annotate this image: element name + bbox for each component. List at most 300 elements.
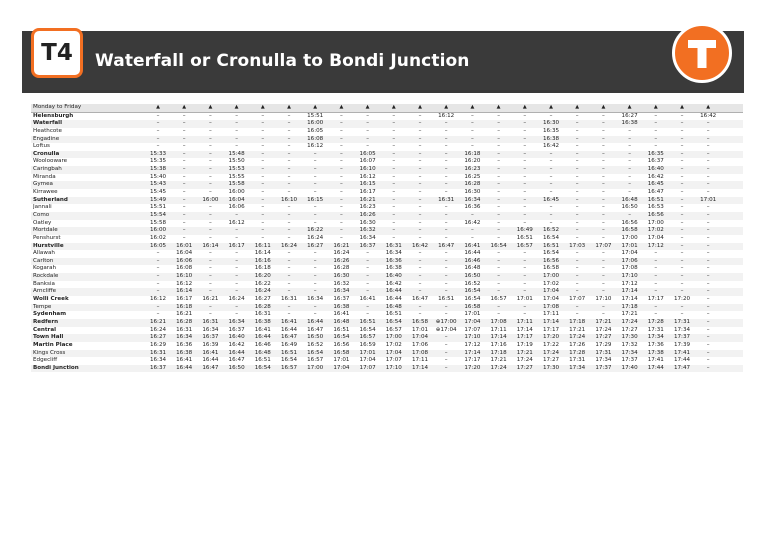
- time-cell: 16:34: [228, 318, 245, 325]
- time-cell: –: [680, 196, 684, 203]
- time-cell: –: [706, 318, 710, 325]
- timetable-row: [31, 296, 743, 304]
- time-cell: –: [628, 150, 631, 157]
- time-cell: –: [418, 227, 422, 234]
- time-cell: –: [366, 127, 369, 134]
- time-cell: 16:27: [307, 242, 324, 249]
- time-cell: –: [575, 227, 579, 234]
- time-cell: –: [208, 127, 212, 134]
- column-marker: ▲: [208, 104, 213, 110]
- time-cell: –: [156, 311, 160, 318]
- time-cell: –: [444, 273, 448, 280]
- time-cell: 17:17: [647, 296, 664, 303]
- time-cell: 17:29: [595, 341, 612, 348]
- time-cell: –: [575, 204, 579, 211]
- time-cell: –: [470, 211, 474, 218]
- timetable-row: [31, 235, 743, 243]
- time-cell: –: [261, 181, 265, 188]
- time-cell: –: [523, 143, 527, 150]
- time-cell: 16:47: [280, 334, 298, 341]
- time-cell: –: [470, 112, 474, 119]
- time-cell: 17:03: [569, 242, 586, 249]
- time-cell: –: [470, 234, 474, 241]
- time-cell: 17:04: [385, 349, 402, 356]
- time-cell: –: [156, 135, 160, 142]
- time-cell: 16:54: [542, 250, 560, 257]
- time-cell: 16:31: [176, 326, 193, 333]
- time-cell: –: [366, 143, 369, 150]
- time-cell: –: [706, 364, 710, 371]
- time-cell: –: [680, 112, 684, 119]
- time-cell: 16:28: [254, 303, 271, 310]
- time-cell: –: [444, 303, 448, 310]
- time-cell: –: [523, 219, 527, 226]
- time-cell: 16:24: [333, 250, 350, 257]
- timetable-row: [31, 212, 743, 220]
- time-cell: –: [235, 234, 238, 241]
- time-cell: 17:02: [542, 280, 560, 287]
- column-marker: ▲: [601, 104, 606, 110]
- time-cell: –: [261, 234, 265, 241]
- time-cell: –: [706, 158, 710, 165]
- time-cell: 16:23: [464, 166, 481, 173]
- time-cell: –: [680, 311, 684, 318]
- timetable-row: [31, 288, 743, 296]
- time-cell: 17:26: [569, 341, 586, 348]
- time-cell: –: [208, 303, 212, 310]
- time-cell: 17:16: [490, 341, 507, 348]
- time-cell: –: [418, 219, 422, 226]
- time-cell: –: [628, 158, 631, 165]
- time-cell: 17:37: [673, 334, 691, 341]
- time-cell: 16:15: [307, 196, 324, 203]
- time-cell: 16:41: [176, 357, 193, 364]
- time-cell: 15:54: [149, 211, 167, 218]
- time-cell: –: [261, 150, 265, 157]
- time-cell: –: [313, 189, 317, 196]
- time-cell: –: [680, 234, 684, 241]
- time-cell: 16:44: [385, 288, 402, 295]
- column-marker: ▲: [313, 104, 318, 110]
- time-cell: –: [470, 135, 474, 142]
- time-cell: –: [208, 273, 212, 280]
- time-cell: 16:21: [333, 242, 350, 249]
- time-cell: 16:48: [254, 349, 271, 356]
- time-cell: –: [418, 166, 422, 173]
- time-cell: 16:17: [228, 242, 245, 249]
- time-cell: –: [261, 189, 265, 196]
- time-cell: 16:35: [542, 127, 560, 134]
- time-cell: –: [261, 196, 265, 203]
- time-cell: 16:57: [490, 296, 507, 303]
- time-cell: 17:04: [647, 234, 664, 241]
- time-cell: 16:23: [359, 204, 376, 211]
- stop-name: Waterfall: [33, 120, 63, 127]
- time-cell: –: [601, 288, 605, 295]
- stop-name: Kogarah: [33, 265, 57, 272]
- time-cell: –: [182, 143, 186, 150]
- time-cell: –: [575, 112, 579, 119]
- time-cell: –: [444, 341, 448, 348]
- time-cell: 16:06: [228, 204, 245, 211]
- time-cell: –: [444, 288, 448, 295]
- time-cell: –: [523, 166, 527, 173]
- time-cell: 16:22: [254, 280, 271, 287]
- time-cell: –: [313, 250, 317, 257]
- time-cell: –: [182, 150, 186, 157]
- column-marker: ▲: [653, 104, 658, 110]
- time-cell: –: [156, 112, 160, 119]
- time-cell: –: [497, 273, 500, 280]
- time-cell: –: [444, 127, 448, 134]
- time-cell: 17:18: [621, 303, 638, 310]
- time-cell: –: [235, 227, 238, 234]
- time-cell: 15:50: [228, 158, 245, 165]
- time-cell: –: [392, 234, 396, 241]
- time-cell: 17:20: [464, 364, 481, 371]
- time-cell: 17:18: [490, 349, 507, 356]
- time-cell: –: [418, 250, 422, 257]
- time-cell: –: [339, 204, 343, 211]
- time-cell: 16:54: [333, 334, 350, 341]
- time-cell: 16:42: [228, 341, 245, 348]
- time-cell: –: [575, 135, 579, 142]
- timetable-row: [31, 189, 743, 197]
- time-cell: 17:17: [516, 334, 533, 341]
- time-cell: –: [549, 158, 553, 165]
- time-cell: 17:07: [359, 364, 376, 371]
- time-cell: 16:44: [176, 364, 193, 371]
- time-cell: –: [575, 143, 579, 150]
- stop-name: Allawah: [33, 250, 55, 257]
- time-cell: –: [418, 257, 422, 264]
- timetable-row: [31, 120, 743, 128]
- time-cell: –: [575, 303, 579, 310]
- time-cell: 16:31: [149, 349, 167, 356]
- time-cell: –: [706, 173, 710, 180]
- time-cell: –: [497, 311, 500, 318]
- time-cell: 17:41: [647, 357, 664, 364]
- time-cell: –: [497, 288, 500, 295]
- time-cell: 16:41: [202, 349, 219, 356]
- time-cell: –: [392, 112, 396, 119]
- time-cell: 16:01: [176, 242, 193, 249]
- time-cell: –: [444, 364, 448, 371]
- time-cell: –: [339, 196, 343, 203]
- time-cell: 17:39: [673, 341, 691, 348]
- time-cell: –: [680, 288, 684, 295]
- time-cell: –: [392, 135, 396, 142]
- time-cell: –: [680, 189, 684, 196]
- time-cell: –: [654, 112, 658, 119]
- time-cell: –: [706, 120, 710, 127]
- stop-name: Jannali: [33, 204, 52, 211]
- time-cell: –: [523, 280, 527, 287]
- column-marker: ▲: [575, 104, 580, 110]
- time-cell: 17:31: [595, 349, 612, 356]
- time-cell: –: [444, 311, 448, 318]
- time-cell: –: [470, 120, 474, 127]
- time-cell: –: [418, 204, 422, 211]
- time-cell: –: [235, 273, 238, 280]
- time-cell: –: [628, 166, 631, 173]
- time-cell: 17:44: [647, 364, 664, 371]
- time-cell: 16:24: [307, 234, 324, 241]
- time-cell: 16:05: [307, 127, 324, 134]
- time-cell: –: [287, 127, 291, 134]
- time-cell: 17:36: [647, 341, 664, 348]
- time-cell: 16:27: [621, 112, 638, 119]
- time-cell: –: [235, 135, 238, 142]
- time-cell: –: [208, 265, 212, 272]
- time-cell: –: [339, 227, 343, 234]
- time-cell: 17:34: [647, 334, 664, 341]
- time-cell: 17:38: [647, 349, 664, 356]
- time-cell: 16:36: [385, 257, 402, 264]
- column-marker: ▲: [156, 104, 160, 110]
- timetable-row: [31, 227, 743, 235]
- time-cell: 16:20: [464, 158, 481, 165]
- time-cell: –: [497, 181, 500, 188]
- time-cell: –: [444, 143, 448, 150]
- time-cell: –: [418, 173, 422, 180]
- time-cell: –: [654, 288, 658, 295]
- column-marker: ▲: [287, 104, 291, 110]
- time-cell: 16:25: [464, 173, 481, 180]
- time-cell: –: [444, 257, 448, 264]
- time-cell: 16:45: [542, 196, 560, 203]
- time-cell: –: [261, 227, 265, 234]
- time-cell: 17:47: [673, 364, 691, 371]
- stop-name: Helensburgh: [33, 112, 74, 119]
- stop-name: Sutherland: [33, 196, 68, 203]
- time-cell: –: [497, 219, 500, 226]
- time-cell: 17:34: [621, 349, 638, 356]
- time-cell: –: [182, 219, 186, 226]
- stop-name: Rockdale: [33, 273, 59, 280]
- time-cell: –: [313, 173, 317, 180]
- time-cell: 16:30: [359, 219, 376, 226]
- timetable-row: [31, 334, 743, 342]
- time-cell: 17:40: [621, 364, 638, 371]
- time-cell: 17:10: [595, 296, 612, 303]
- time-cell: 16:44: [307, 318, 324, 325]
- time-cell: 16:57: [307, 357, 324, 364]
- time-cell: –: [208, 143, 212, 150]
- time-cell: 16:24: [149, 326, 167, 333]
- time-cell: –: [313, 219, 317, 226]
- time-cell: –: [706, 296, 710, 303]
- time-cell: –: [287, 150, 291, 157]
- time-cell: –: [523, 311, 527, 318]
- time-cell: 17:14: [542, 318, 560, 325]
- time-cell: –: [208, 219, 212, 226]
- time-cell: –: [313, 265, 317, 272]
- time-cell: –: [261, 158, 265, 165]
- timetable-row: [31, 136, 743, 144]
- time-cell: 17:01: [516, 296, 533, 303]
- time-cell: –: [366, 257, 369, 264]
- time-cell: 16:51: [647, 196, 664, 203]
- column-marker: ▲: [365, 104, 370, 110]
- time-cell: –: [706, 127, 710, 134]
- time-cell: –: [601, 265, 605, 272]
- time-cell: –: [654, 303, 658, 310]
- time-cell: 17:01: [700, 196, 717, 203]
- time-cell: –: [523, 189, 527, 196]
- time-cell: –: [497, 265, 500, 272]
- time-cell: 17:14: [621, 288, 638, 295]
- time-cell: 16:34: [359, 234, 376, 241]
- time-cell: 16:12: [438, 112, 455, 119]
- time-cell: 16:28: [333, 265, 350, 272]
- time-cell: –: [628, 135, 631, 142]
- time-cell: –: [287, 158, 291, 165]
- time-cell: 16:54: [490, 242, 507, 249]
- time-cell: –: [235, 303, 238, 310]
- time-cell: 16:40: [228, 334, 245, 341]
- time-cell: –: [287, 112, 291, 119]
- time-cell: –: [156, 273, 160, 280]
- time-cell: –: [575, 265, 579, 272]
- time-cell: 16:21: [202, 296, 219, 303]
- time-cell: –: [654, 257, 658, 264]
- time-cell: 16:22: [307, 227, 324, 234]
- time-cell: 17:21: [595, 318, 612, 325]
- time-cell: 17:12: [621, 280, 638, 287]
- time-cell: 16:51: [438, 296, 455, 303]
- timetable-row: [31, 258, 743, 266]
- time-cell: 16:47: [411, 296, 429, 303]
- time-cell: –: [208, 120, 212, 127]
- time-cell: 17:08: [490, 318, 507, 325]
- time-cell: –: [575, 189, 579, 196]
- stop-name: Oatley: [33, 219, 52, 226]
- time-cell: –: [182, 112, 186, 119]
- timetable-row: [31, 151, 743, 159]
- time-cell: 17:06: [621, 257, 638, 264]
- time-cell: –: [523, 158, 527, 165]
- time-cell: 17:14: [490, 334, 507, 341]
- column-marker: ▲: [706, 104, 711, 110]
- time-cell: –: [339, 189, 343, 196]
- time-cell: –: [339, 120, 343, 127]
- time-cell: –: [601, 311, 605, 318]
- time-cell: –: [182, 120, 186, 127]
- time-cell: 16:52: [464, 280, 481, 287]
- time-cell: 16:21: [149, 318, 167, 325]
- time-cell: 16:37: [333, 296, 350, 303]
- time-cell: 17:00: [542, 273, 560, 280]
- time-cell: 17:37: [621, 357, 638, 364]
- time-cell: –: [261, 166, 265, 173]
- time-cell: –: [444, 150, 448, 157]
- time-cell: –: [366, 273, 369, 280]
- time-cell: 16:48: [621, 196, 638, 203]
- time-cell: –: [418, 143, 422, 150]
- stop-name: Miranda: [33, 173, 56, 180]
- time-cell: 16:58: [464, 303, 481, 310]
- time-cell: –: [182, 204, 186, 211]
- time-cell: –: [628, 143, 631, 150]
- time-cell: –: [235, 250, 238, 257]
- time-cell: 17:01: [333, 357, 350, 364]
- time-cell: –: [680, 150, 684, 157]
- time-cell: 16:34: [176, 334, 193, 341]
- time-cell: 16:00: [307, 120, 324, 127]
- time-cell: 16:57: [516, 242, 533, 249]
- time-cell: 16:04: [176, 250, 193, 257]
- time-cell: –: [628, 127, 631, 134]
- time-cell: 17:30: [621, 334, 638, 341]
- time-cell: –: [444, 250, 448, 257]
- time-cell: 17:20: [542, 334, 560, 341]
- time-cell: –: [418, 196, 422, 203]
- time-cell: 16:41: [280, 318, 298, 325]
- time-cell: 16:27: [149, 334, 167, 341]
- time-cell: 17:11: [490, 326, 507, 333]
- time-cell: 17:27: [516, 364, 533, 371]
- time-cell: 16:53: [647, 204, 664, 211]
- time-cell: –: [680, 173, 684, 180]
- time-cell: –: [156, 265, 160, 272]
- time-cell: –: [418, 273, 422, 280]
- time-cell: 16:58: [621, 227, 638, 234]
- time-cell: –: [575, 127, 579, 134]
- time-cell: –: [654, 135, 658, 142]
- time-cell: –: [680, 166, 684, 173]
- time-cell: 16:56: [542, 257, 560, 264]
- time-cell: 16:51: [333, 326, 350, 333]
- time-cell: –: [601, 303, 605, 310]
- stop-name: Sydenham: [33, 311, 67, 318]
- time-cell: –: [680, 120, 684, 127]
- time-cell: 17:01: [621, 242, 638, 249]
- column-marker: ▲: [470, 104, 475, 110]
- time-cell: 16:10: [176, 273, 193, 280]
- time-cell: 16:26: [333, 257, 350, 264]
- time-cell: –: [287, 135, 291, 142]
- time-cell: –: [418, 189, 422, 196]
- time-cell: 17:21: [490, 357, 507, 364]
- time-cell: 16:58: [542, 265, 560, 272]
- stop-name: Penshurst: [33, 234, 61, 241]
- time-cell: 16:05: [149, 242, 167, 249]
- route-badge: T4: [31, 28, 83, 78]
- time-cell: –: [444, 280, 448, 287]
- time-cell: –: [680, 204, 684, 211]
- time-cell: –: [235, 265, 238, 272]
- time-cell: –: [392, 173, 396, 180]
- time-cell: –: [549, 181, 553, 188]
- time-cell: –: [156, 120, 160, 127]
- time-cell: –: [497, 227, 500, 234]
- time-cell: 16:29: [149, 341, 167, 348]
- time-cell: –: [601, 120, 605, 127]
- time-cell: 16:54: [385, 318, 402, 325]
- time-cell: –: [601, 219, 605, 226]
- time-cell: 17:04: [411, 334, 429, 341]
- time-cell: –: [418, 127, 422, 134]
- time-cell: 16:59: [359, 341, 376, 348]
- time-cell: 16:51: [516, 234, 533, 241]
- timetable-row: [31, 113, 743, 121]
- time-cell: –: [366, 280, 369, 287]
- time-cell: –: [601, 280, 605, 287]
- time-cell: –: [601, 150, 605, 157]
- time-cell: 17:04: [464, 318, 481, 325]
- time-cell: –: [208, 250, 212, 257]
